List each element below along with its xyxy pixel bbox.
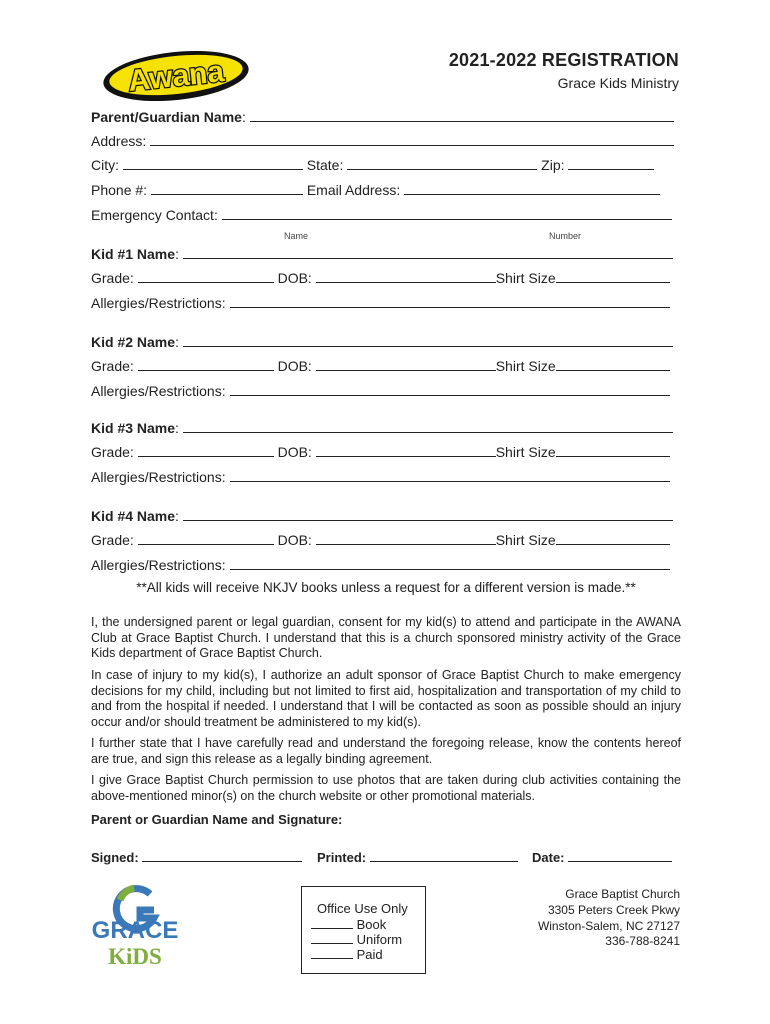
kid-4-dob-label: DOB: bbox=[277, 532, 312, 548]
consent-paragraph: I, the undersigned parent or legal guardian, consent for my kid(s) to attend and participate in the AWANA Club at Grace Baptist Church. I understand that this is a church sponsored ministry activity of the Grace Kids department of Grace Baptist Church. bbox=[91, 615, 681, 660]
church-city: Winston-Salem, NC 27127 bbox=[537, 919, 680, 933]
kid-2-details-row bbox=[91, 358, 670, 374]
kid-4-allergies-row bbox=[91, 557, 670, 573]
kid-3-shirt-label: Shirt Size bbox=[495, 444, 556, 460]
kid-3-name-field[interactable] bbox=[183, 420, 673, 433]
kid-2-dob-field[interactable] bbox=[316, 358, 496, 371]
page-title: 2021-2022 REGISTRATION bbox=[448, 50, 679, 70]
office-item-paid[interactable]: Paid bbox=[311, 946, 383, 962]
office-item-uniform[interactable]: Uniform bbox=[311, 931, 402, 947]
kid-2-allergies-field[interactable] bbox=[230, 383, 670, 396]
date-row bbox=[532, 849, 672, 865]
emergency-field[interactable] bbox=[222, 207, 672, 220]
church-street: 3305 Peters Creek Pkwy bbox=[547, 903, 680, 917]
kid-2-dob-label: DOB: bbox=[277, 358, 312, 374]
kid-3-details-row bbox=[91, 444, 670, 460]
kid-2-grade-field[interactable] bbox=[138, 358, 274, 371]
kid-3-allergies-label: Allergies/Restrictions: bbox=[91, 469, 226, 485]
email-label: Email Address: bbox=[306, 182, 401, 198]
printed-label: Printed: bbox=[317, 850, 367, 865]
kid-2-allergies-row bbox=[91, 383, 670, 399]
release-paragraph: I further state that I have carefully read and understand the foregoing release, know the contents hereof are true, and sign this release as a legally binding agreement. bbox=[91, 736, 681, 766]
kid-1-shirt-field[interactable] bbox=[556, 270, 670, 283]
kid-3-name-row: Kid #3 Name: bbox=[91, 420, 673, 436]
address-field[interactable] bbox=[150, 133, 674, 146]
kid-4-shirt-label: Shirt Size bbox=[495, 532, 556, 548]
signed-row bbox=[91, 849, 302, 865]
date-field[interactable] bbox=[568, 849, 672, 862]
kid-1-grade-label: Grade: bbox=[91, 270, 134, 286]
kid-4-shirt-field[interactable] bbox=[556, 532, 670, 545]
state-label: State: bbox=[306, 157, 344, 173]
kid-1-name-row: Kid #1 Name: bbox=[91, 246, 673, 262]
awana-logo bbox=[100, 42, 252, 104]
kid-1-allergies-field[interactable] bbox=[230, 295, 670, 308]
kid-1-dob-field[interactable] bbox=[316, 270, 496, 283]
signed-field[interactable] bbox=[142, 849, 302, 862]
emergency-row bbox=[91, 207, 672, 223]
kid-4-name-field[interactable] bbox=[183, 508, 673, 521]
kid-4-allergies-label: Allergies/Restrictions: bbox=[91, 557, 226, 573]
church-phone: 336-788-8241 bbox=[605, 934, 680, 948]
kid-1-shirt-label: Shirt Size bbox=[495, 270, 556, 286]
emergency-number-caption: Number bbox=[549, 231, 582, 241]
kid-1-dob-label: DOB: bbox=[277, 270, 312, 286]
state-field[interactable] bbox=[347, 157, 537, 170]
parent-name-field[interactable] bbox=[250, 109, 674, 122]
kid-2-allergies-label: Allergies/Restrictions: bbox=[91, 383, 226, 399]
kid-2-name-field[interactable] bbox=[183, 334, 673, 347]
injury-paragraph: In case of injury to my kid(s), I authorize an adult sponsor of Grace Baptist Church to make emergency decisions for my child, including but not limited to first aid, hospitalization and transportation of my child to and from the hospital if needed. I understand that I will be contacted as soon as possible should an injury occur and/or should treatment be administered to my kid(s). bbox=[91, 668, 681, 729]
printed-field[interactable] bbox=[370, 849, 518, 862]
page-subtitle: Grace Kids Ministry bbox=[557, 75, 679, 91]
signature-heading: Parent or Guardian Name and Signature: bbox=[91, 812, 343, 827]
kid-3-allergies-field[interactable] bbox=[230, 469, 670, 482]
kid-3-grade-label: Grade: bbox=[91, 444, 134, 460]
emergency-label: Emergency Contact: bbox=[91, 207, 218, 223]
kid-2-name-label: Kid #2 Name bbox=[91, 334, 176, 350]
city-label: City: bbox=[91, 157, 119, 173]
kid-3-shirt-field[interactable] bbox=[556, 444, 670, 457]
photo-paragraph: I give Grace Baptist Church permission to use photos that are taken during club activities containing the above-mentioned minor(s) on the church website or other promotional materials. bbox=[91, 773, 681, 803]
kid-2-name-row: Kid #2 Name: bbox=[91, 334, 673, 350]
signed-label: Signed: bbox=[91, 850, 139, 865]
kid-1-name-label: Kid #1 Name bbox=[91, 246, 176, 262]
kid-4-name-label: Kid #4 Name bbox=[91, 508, 176, 524]
phone-field[interactable] bbox=[151, 182, 303, 195]
office-use-title: Office Use Only bbox=[317, 901, 408, 916]
address-label: Address: bbox=[91, 133, 147, 149]
parent-name-label: Parent/Guardian Name bbox=[91, 109, 242, 125]
kid-3-grade-field[interactable] bbox=[138, 444, 274, 457]
kid-4-name-row: Kid #4 Name: bbox=[91, 508, 673, 524]
kids-logo-text: KiDS bbox=[108, 944, 162, 968]
address-row bbox=[91, 133, 674, 149]
zip-label: Zip: bbox=[541, 157, 565, 173]
kid-1-name-field[interactable] bbox=[183, 246, 673, 259]
kid-1-details-row bbox=[91, 270, 670, 286]
office-use-box bbox=[301, 886, 426, 974]
kid-2-shirt-field[interactable] bbox=[556, 358, 670, 371]
awana-logo-text: Awana bbox=[126, 55, 226, 98]
emergency-name-caption: Name bbox=[284, 231, 309, 241]
city-row bbox=[91, 157, 654, 173]
grace-logo-text: GRACE bbox=[91, 917, 179, 944]
office-item-book[interactable]: Book bbox=[311, 916, 386, 932]
kid-3-name-label: Kid #3 Name bbox=[91, 420, 176, 436]
phone-label: Phone #: bbox=[91, 182, 148, 198]
kid-2-grade-label: Grade: bbox=[91, 358, 134, 374]
printed-row bbox=[317, 849, 518, 865]
kid-3-allergies-row bbox=[91, 469, 670, 485]
nkjv-note: **All kids will receive NKJV books unless a request for a different version is made.** bbox=[136, 580, 636, 595]
date-label: Date: bbox=[532, 850, 565, 865]
kid-1-allergies-row bbox=[91, 295, 670, 311]
kid-3-dob-field[interactable] bbox=[316, 444, 496, 457]
kid-4-grade-label: Grade: bbox=[91, 532, 134, 548]
kid-4-allergies-field[interactable] bbox=[230, 557, 670, 570]
kid-3-dob-label: DOB: bbox=[277, 444, 312, 460]
kid-1-grade-field[interactable] bbox=[138, 270, 274, 283]
zip-field[interactable] bbox=[568, 157, 654, 170]
kid-1-allergies-label: Allergies/Restrictions: bbox=[91, 295, 226, 311]
kid-2-shirt-label: Shirt Size bbox=[495, 358, 556, 374]
email-field[interactable] bbox=[404, 182, 660, 195]
phone-row bbox=[91, 182, 660, 198]
parent-name-row: Parent/Guardian Name: bbox=[91, 109, 674, 125]
city-field[interactable] bbox=[123, 157, 303, 170]
kid-4-dob-field[interactable] bbox=[316, 532, 496, 545]
kid-4-grade-field[interactable] bbox=[138, 532, 274, 545]
grace-kids-logo bbox=[90, 884, 180, 968]
kid-4-details-row bbox=[91, 532, 670, 548]
church-name: Grace Baptist Church bbox=[565, 887, 680, 901]
